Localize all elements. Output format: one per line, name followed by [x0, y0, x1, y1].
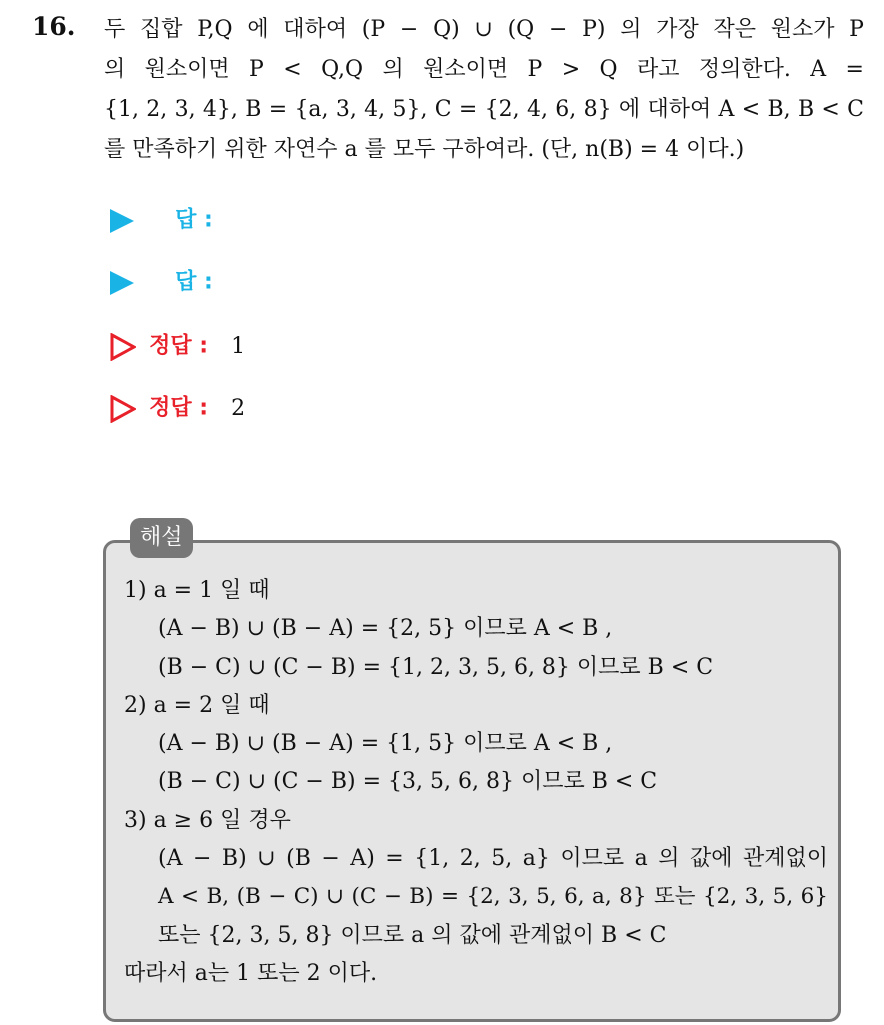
outline-triangle-icon	[110, 395, 136, 423]
solution-line: (A − B) ∪ (B − A) = {1, 5} 이므로 A < B ,	[158, 731, 613, 757]
problem-line: 를 만족하기 위한 자연수 a 를 모두 구하여라. (단, n(B) = 4 이다.)	[104, 137, 745, 162]
solution-line: (A − B) ∪ (B − A) = {1, 2, 5, a} 이므로 a 의 값에 관계없이	[158, 846, 828, 872]
correct-answer-value: 1	[231, 333, 246, 359]
problem-number: 16.	[32, 12, 76, 41]
solution-line: (A − B) ∪ (B − A) = {2, 5} 이므로 A < B ,	[158, 616, 613, 642]
solution-line: (B − C) ∪ (C − B) = {1, 2, 3, 5, 6, 8} 이므로 B < C	[158, 654, 714, 680]
answer-row-2[interactable]	[110, 262, 213, 302]
problem-line: 두 집합 P,Q 에 대하여 (P − Q) ∪ (Q − P) 의 가장 작은 원소가 P	[104, 17, 864, 42]
solution-text	[124, 572, 828, 993]
problem-line: 의 원소이면 P < Q,Q 의 원소이면 P > Q 라고 정의한다. A =	[104, 57, 864, 82]
correct-answer-label: 정답 :	[149, 395, 209, 421]
answer-row-1[interactable]	[110, 200, 213, 240]
problem-text	[104, 10, 864, 170]
solution-line: 1) a = 1 일 때	[124, 578, 270, 603]
answer-label: 답 :	[175, 269, 213, 295]
solution-line: 2) a = 2 일 때	[124, 692, 270, 718]
correct-answer-row-1	[110, 326, 245, 366]
solution-line: (B − C) ∪ (C − B) = {3, 5, 6, 8} 이므로 B < C	[158, 769, 658, 795]
correct-answer-value: 2	[231, 395, 246, 421]
outline-triangle-icon	[110, 333, 136, 361]
solution-line: 3) a ≥ 6 일 경우	[124, 807, 291, 833]
play-triangle-icon	[110, 271, 134, 295]
correct-answer-label: 정답 :	[149, 333, 209, 359]
play-triangle-icon	[110, 209, 134, 233]
solution-line: 따라서 a는 1 또는 2 이다.	[124, 960, 378, 986]
correct-answer-row-2	[110, 388, 245, 428]
problem-line: {1, 2, 3, 4}, B = {a, 3, 4, 5}, C = {2, 4, 6, 8} 에 대하여 A < B, B < C	[104, 97, 864, 122]
solution-line: 또는 {2, 3, 5, 8} 이므로 a 의 값에 관계없이 B < C	[158, 922, 667, 948]
solution-line: A < B, (B − C) ∪ (C − B) = {2, 3, 5, 6, a, 8} 또는 {2, 3, 5, 6}	[158, 884, 828, 910]
solution-tag: 해설	[130, 518, 193, 558]
answer-label: 답 :	[175, 207, 213, 233]
